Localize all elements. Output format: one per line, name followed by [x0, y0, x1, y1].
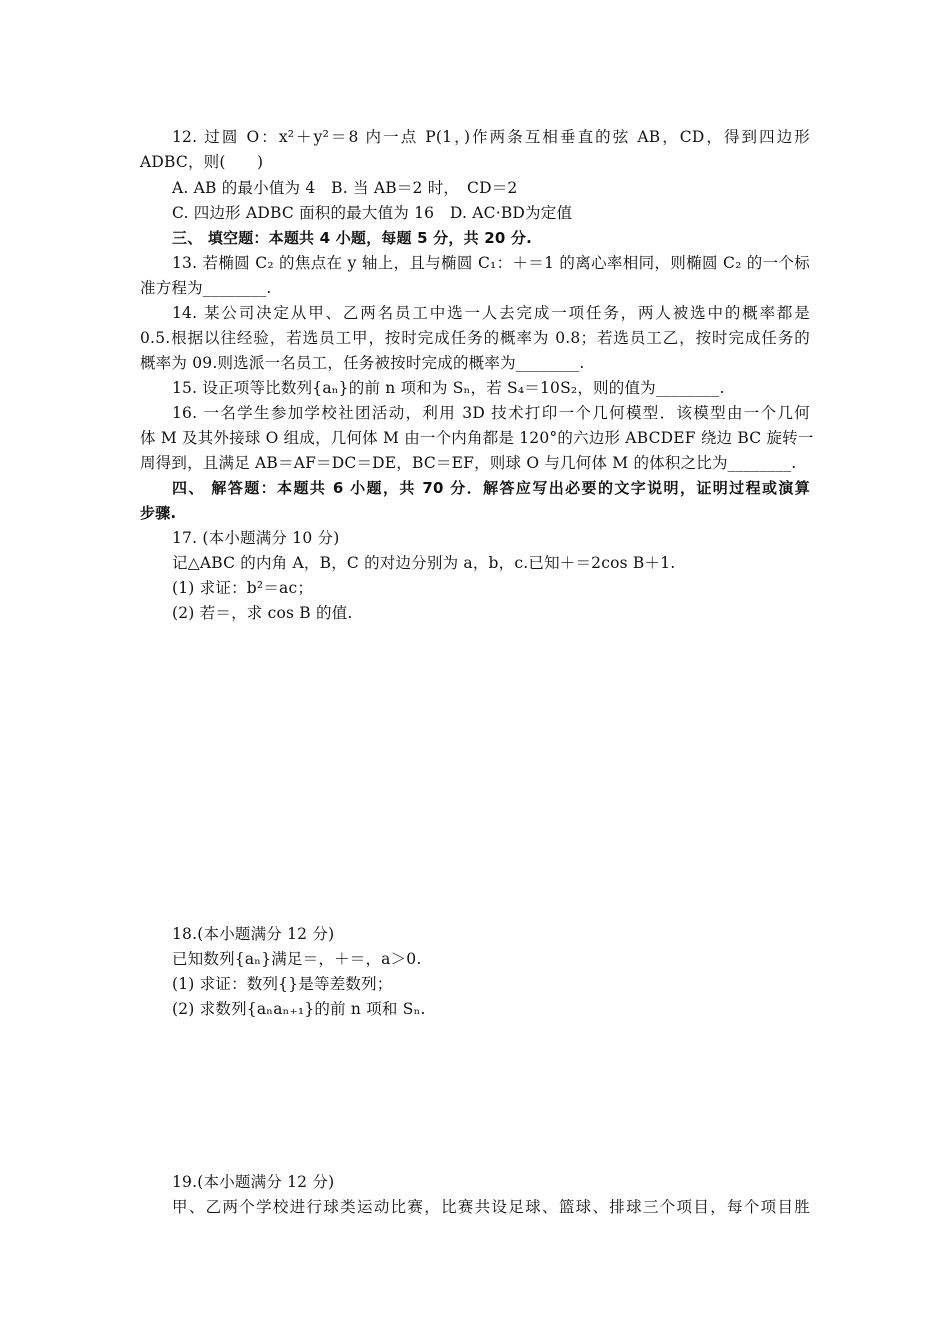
- q12-options-cd: C. 四边形 ADBC 面积的最大值为 16 D. AC·BD为定值: [172, 204, 573, 222]
- q18-part1: (1) 求证：数列{}是等差数列；: [172, 975, 393, 993]
- q17-header: 17. (本小题满分 10 分): [172, 529, 340, 547]
- q14-line1: 14. 某公司决定从甲、乙两名员工中选一人去完成一项任务，两人被选中的概率都是: [172, 304, 810, 322]
- q17-part2: (2) 若＝，求 cos B 的值.: [172, 604, 353, 622]
- q18-stem: 已知数列{aₙ}满足＝，＋＝，a＞0.: [172, 950, 422, 968]
- q18-header: 18.(本小题满分 12 分): [172, 925, 335, 943]
- q12-stem-line1: 12. 过圆 O：x²＋y²＝8 内一点 P(1，)作两条互相垂直的弦 AB，CD，得到四边形: [172, 128, 810, 146]
- q16-line2: 体 M 及其外接球 O 组成，几何体 M 由一个内角都是 120°的六边形 ABCDEF 绕边 BC 旋转一: [140, 429, 814, 447]
- q12-stem-line2: ADBC，则( ): [140, 153, 264, 171]
- q14-line3: 概率为 09.则选派一名员工，任务被按时完成的概率为________.: [140, 354, 585, 372]
- q12-options-ab: A. AB 的最小值为 4 B. 当 AB＝2 时， CD＝2: [172, 179, 518, 197]
- q19-header: 19.(本小题满分 12 分): [172, 1173, 335, 1191]
- q16-line1: 16. 一名学生参加学校社团活动，利用 3D 技术打印一个几何模型．该模型由一个几何: [172, 404, 810, 422]
- q13-line1: 13. 若椭圆 C₂ 的焦点在 y 轴上，且与椭圆 C₁：＋＝1 的离心率相同，则椭圆 C₂ 的一个标: [172, 254, 810, 272]
- section-four-heading-line1: 四、 解答题：本题共 6 小题，共 70 分．解答应写出必要的文字说明，证明过程或演算: [172, 479, 810, 497]
- q16-line3: 周得到，且满足 AB＝AF＝DC＝DE，BC＝EF，则球 O 与几何体 M 的体积之比为________.: [140, 454, 797, 472]
- q19-stem: 甲、乙两个学校进行球类运动比赛，比赛共设足球、篮球、排球三个项目，每个项目胜: [172, 1198, 810, 1216]
- q14-line2: 0.5.根据以往经验，若选员工甲，按时完成任务的概率为 0.8；若选员工乙，按时完成任务的: [140, 329, 810, 347]
- q17-part1: (1) 求证：b²＝ac；: [172, 579, 314, 597]
- q15-text: 15. 设正项等比数列{aₙ}的前 n 项和为 Sₙ，若 S₄＝10S₂，则的值为________.: [172, 379, 725, 397]
- section-three-heading: 三、 填空题：本题共 4 小题，每题 5 分，共 20 分.: [172, 229, 533, 247]
- q13-line2: 准方程为________.: [140, 279, 272, 297]
- q17-stem: 记△ABC 的内角 A，B，C 的对边分别为 a，b，c.已知＋＝2cos B＋1.: [172, 554, 676, 572]
- section-four-heading-line2: 步骤.: [140, 504, 177, 522]
- q18-part2: (2) 求数列{aₙaₙ₊₁}的前 n 项和 Sₙ.: [172, 1000, 426, 1018]
